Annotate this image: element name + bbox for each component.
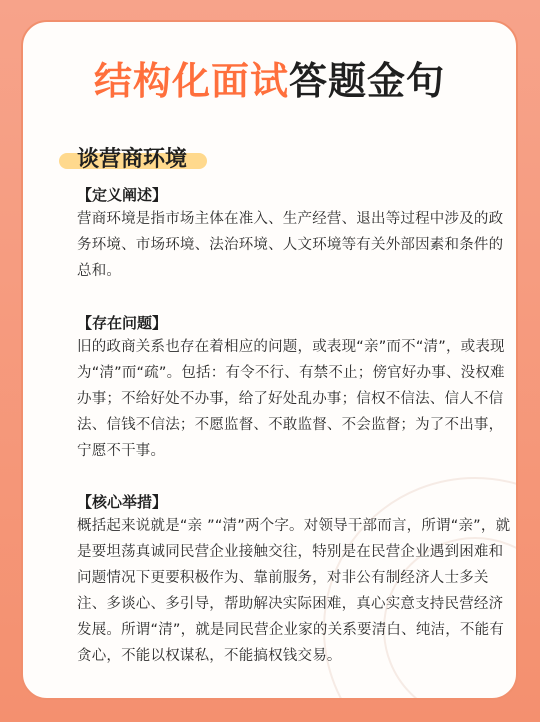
section-body-measures: 概括起来说就是“亲 ”“清”两个字。对领导干部而言，所谓“亲”，就是要坦荡真诚同民营企业接触交往，特别是在民营企业遇到困难和问题情况下更要积极作为、靠前服务，对非公有制经济人士多关注、多谈心、多引导，帮助解决实际困难，真心实意支持民营经济发展。所谓“清”，就是同民营企业家的关系要清白、纯洁，不能有贪心，不能以权谋私，不能搞权钱交易。 — [77, 518, 511, 664]
section-heading-problems: 【存在问题】 — [77, 314, 168, 332]
section-heading-definition: 【定义阐述】 — [77, 186, 168, 204]
content-card — [21, 20, 518, 700]
topic-subtitle: 谈营商环境 — [77, 147, 188, 172]
page-title — [23, 59, 516, 103]
section-body-definition: 营商环境是指市场主体在准入、生产经营、退出等过程中涉及的政务环境、市场环境、法治环境、人文环境等有关外部因素和条件的总和。 — [77, 211, 504, 279]
title-main-text: 答题金句 — [289, 59, 446, 103]
section-body-problems: 旧的政商关系也存在着相应的问题，或表现“亲”而不“清”，或表现为“清”而“疏”。包括：有令不行、有禁不止；傍官好办事、没权难办事；不给好处不办事，给了好处乱办事；信权不信法、信人不信法、信钱不信法；不愿监督、不敢监督、不会监督；为了不出事，宁愿不干事。 — [77, 339, 505, 459]
section-heading-measures: 【核心举措】 — [77, 493, 168, 511]
title-highlight-text: 结构化面试 — [93, 59, 289, 103]
